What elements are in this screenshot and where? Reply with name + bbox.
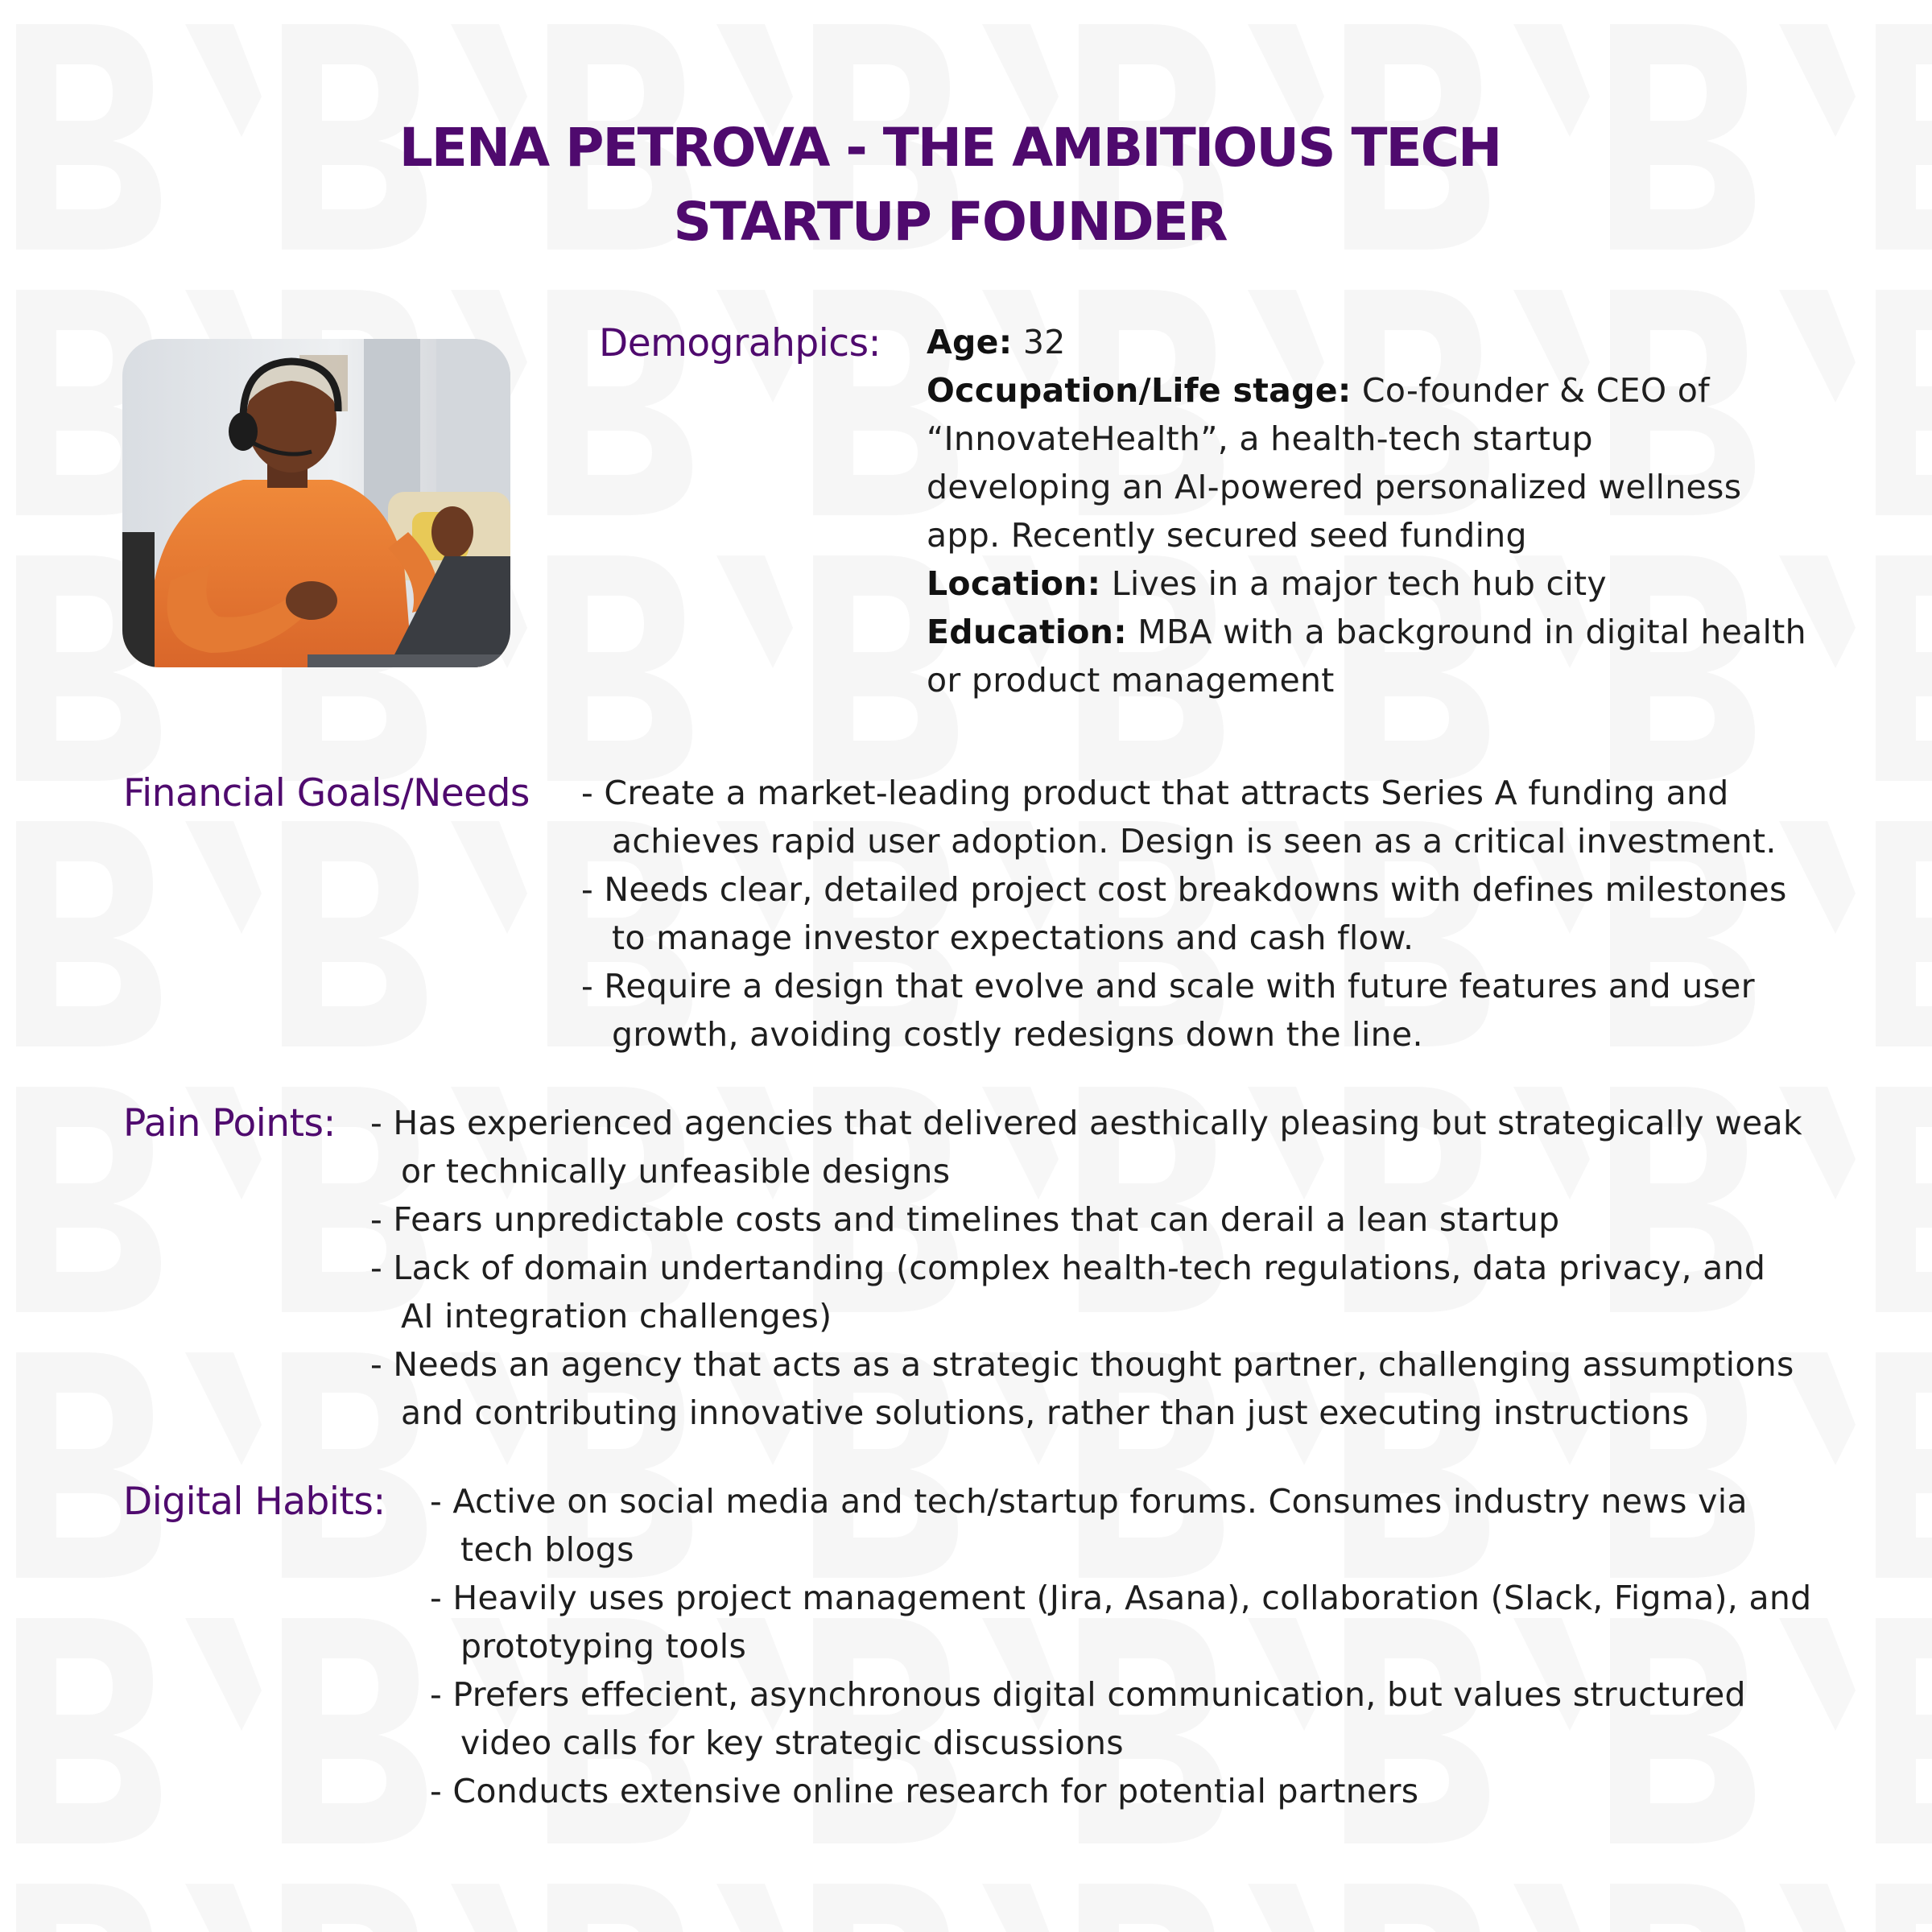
occupation-text: developing an AI-powered personalized wellness <box>927 468 1742 506</box>
age-key: Age: <box>927 323 1013 361</box>
occupation-text: app. Recently secured seed funding <box>927 516 1527 555</box>
list-item: prototyping tools <box>460 1627 747 1666</box>
list-item: and contributing innovative solutions, rather than just executing instructions <box>401 1393 1690 1432</box>
education-row <box>927 608 1806 656</box>
list-item: - Fears unpredictable costs and timelines that can derail a lean startup <box>370 1200 1560 1239</box>
financial-goals-label: Financial Goals/Needs <box>123 771 530 815</box>
list-item: - Create a market-leading product that attracts Series A funding and <box>581 774 1729 812</box>
demographics-details <box>927 318 1806 704</box>
list-item: growth, avoiding costly redesigns down the line. <box>612 1015 1423 1054</box>
age-row <box>927 318 1806 366</box>
pain-points-list <box>370 1099 1802 1437</box>
list-item: - Heavily uses project management (Jira, Asana), collaboration (Slack, Figma), and <box>430 1579 1812 1617</box>
list-item: - Active on social media and tech/startup forums. Consumes industry news via <box>430 1482 1748 1521</box>
persona-photo <box>122 339 510 667</box>
list-item: - Has experienced agencies that delivered aesthically pleasing but strategically weak <box>370 1104 1803 1142</box>
title-line-2: STARTUP FOUNDER <box>673 191 1227 253</box>
list-item: - Needs clear, detailed project cost breakdowns with defines milestones <box>581 870 1787 909</box>
list-item: to manage investor expectations and cash flow. <box>612 919 1414 957</box>
list-item: video calls for key strategic discussions <box>460 1724 1124 1762</box>
pain-points-label: Pain Points: <box>123 1101 336 1146</box>
list-item: achieves rapid user adoption. Design is seen as a critical investment. <box>612 822 1777 861</box>
demographics-label: Demograhpics: <box>599 321 881 365</box>
list-item: - Conducts extensive online research for potential partners <box>430 1772 1419 1810</box>
person-photo-icon <box>122 339 510 667</box>
education-text: or product management <box>927 661 1335 700</box>
location-row <box>927 559 1806 608</box>
age-value: 32 <box>1022 323 1066 361</box>
list-item: - Needs an agency that acts as a strategic thought partner, challenging assumptions <box>370 1345 1794 1384</box>
list-item: - Require a design that evolve and scale with future features and user <box>581 967 1755 1005</box>
digital-habits-list <box>430 1477 1812 1815</box>
list-item: or technically unfeasible designs <box>401 1152 951 1191</box>
education-key: Education: <box>927 613 1127 651</box>
occupation-key: Occupation/Life stage: <box>927 371 1352 410</box>
location-key: Location: <box>927 564 1101 603</box>
title-line-1: LENA PETROVA - THE AMBITIOUS TECH <box>398 117 1501 179</box>
occupation-text: Co-founder & CEO of <box>1361 371 1710 410</box>
education-text: MBA with a background in digital health <box>1137 613 1806 651</box>
occupation-row <box>927 366 1806 415</box>
digital-habits-label: Digital Habits: <box>123 1480 386 1524</box>
occupation-text: “InnovateHealth”, a health-tech startup <box>927 419 1593 458</box>
financial-goals-list <box>581 769 1787 1059</box>
list-item: AI integration challenges) <box>401 1297 832 1335</box>
list-item: - Lack of domain undertanding (complex health-tech regulations, data privacy, and <box>370 1249 1766 1287</box>
list-item: - Prefers effecient, asynchronous digital communication, but values structured <box>430 1675 1746 1714</box>
location-value: Lives in a major tech hub city <box>1111 564 1607 603</box>
list-item: tech blogs <box>460 1530 634 1569</box>
page-title <box>242 111 1658 259</box>
